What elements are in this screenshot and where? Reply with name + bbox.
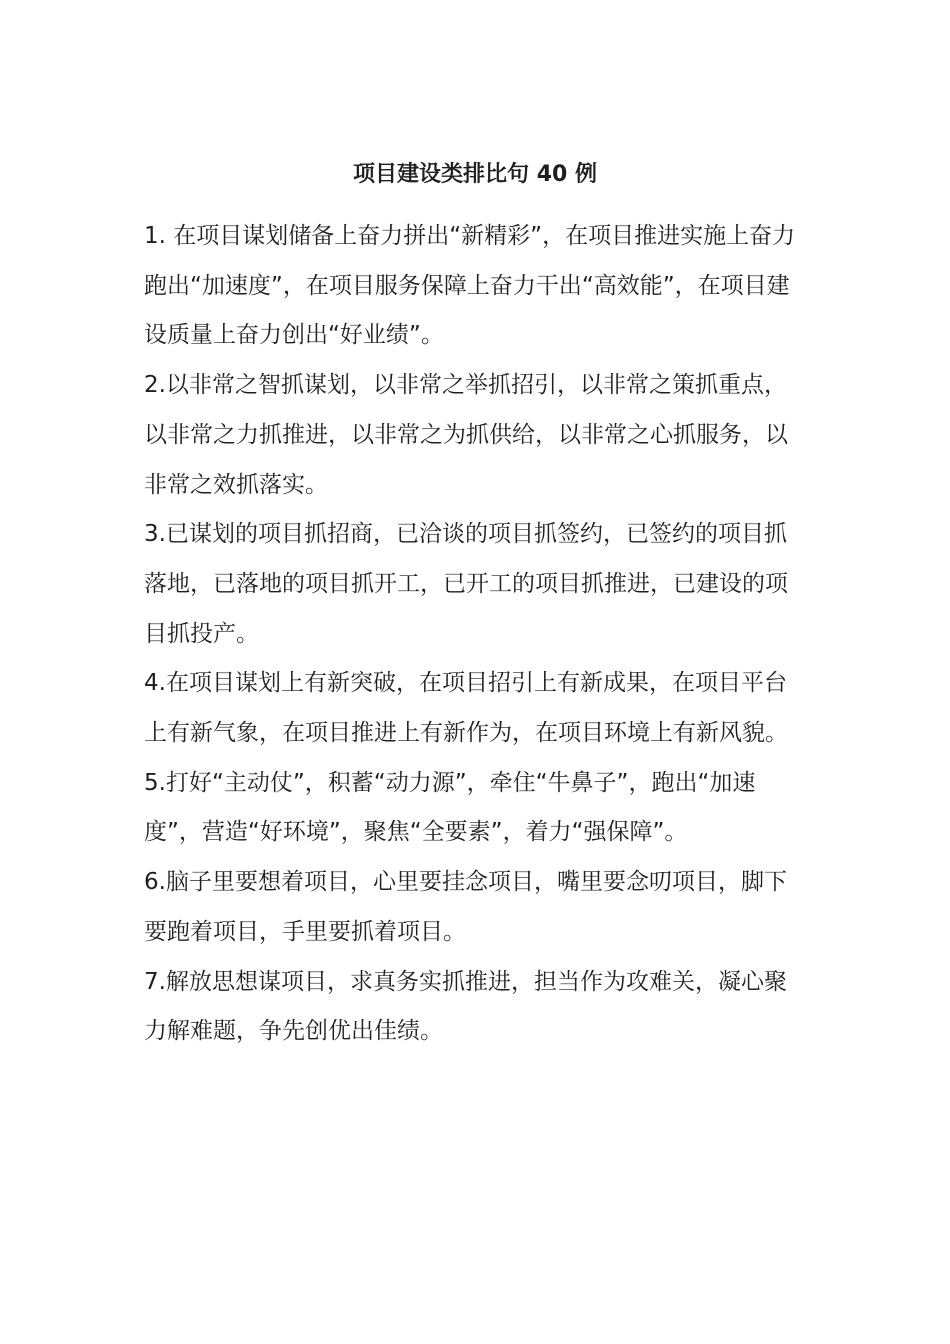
paragraph-1: 1. 在项目谋划储备上奋力拼出“新精彩”，在项目推进实施上奋力跑出“加速度”，在项目服务保障上奋力干出“高效能”，在项目建设质量上奋力创出“好业绩”。 [144,223,796,349]
document-body [144,212,800,1057]
paragraph-2: 2.以非常之智抓谋划，以非常之举抓招引，以非常之策抓重点，以非常之力抓推进，以非常之为抓供给，以非常之心抓服务，以非常之效抓落实。 [144,372,788,498]
paragraph-3: 3.已谋划的项目抓招商，已洽谈的项目抓签约，已签约的项目抓落地，已落地的项目抓开工，已开工的项目抓推进，已建设的项目抓投产。 [144,521,788,647]
paragraph-6: 6.脑子里要想着项目，心里要挂念项目，嘴里要念叨项目，脚下要跑着项目，手里要抓着项目。 [144,869,787,945]
paragraph-4: 4.在项目谋划上有新突破，在项目招引上有新成果，在项目平台上有新气象，在项目推进上有新作为，在项目环境上有新风貌。 [144,670,788,747]
document-title: 项目建设类排比句 40 例 [353,162,597,187]
paragraph-7: 7.解放思想谋项目，求真务实抓推进，担当作为攻难关，凝心聚力解难题，争先创优出佳绩。 [144,968,787,1045]
paragraph-5: 5.打好“主动仗”，积蓄“动力源”，牵住“牛鼻子”，跑出“加速度”，营造“好环境”，聚焦“全要素”，着力“强保障”。 [144,769,756,846]
